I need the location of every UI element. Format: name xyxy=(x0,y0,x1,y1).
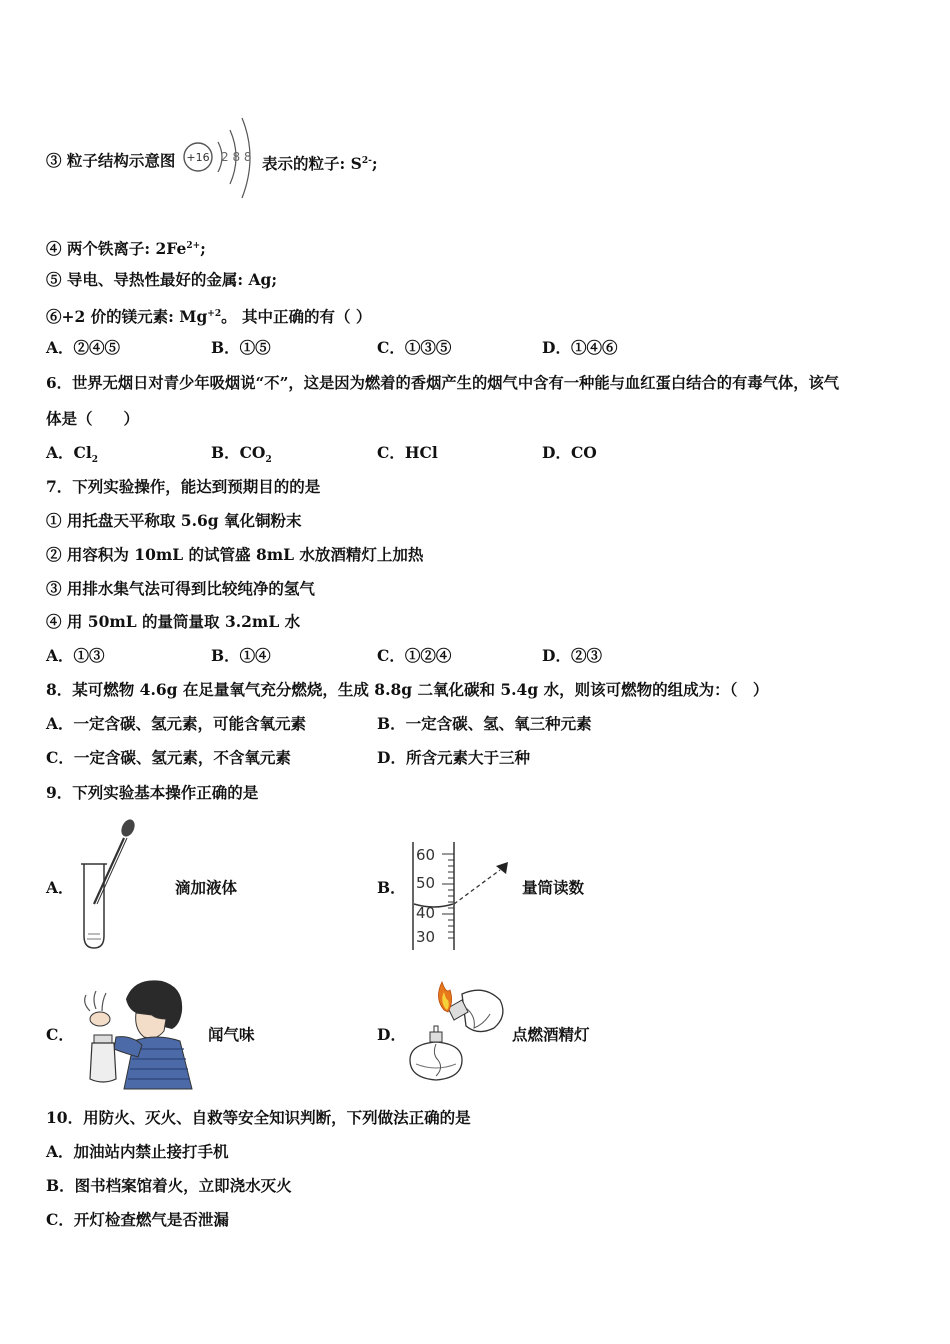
q9-stem: 9．下列实验基本操作正确的是 xyxy=(46,783,259,802)
q5-item-6: ⑥+2 价的镁元素: $Mg^{+2}$。 其中正确的有（ ） xyxy=(46,307,372,327)
q5-option-c[interactable]: C．①③⑤ xyxy=(377,338,452,357)
q5-option-d[interactable]: D．①④⑥ xyxy=(542,338,618,357)
q7-item-1: ① 用托盘天平称取 5.6g 氧化铜粉末 xyxy=(46,511,302,530)
q10-stem: 10．用防火、灭火、自救等安全知识判断，下列做法正确的是 xyxy=(46,1108,471,1127)
q9-option-d[interactable]: D． xyxy=(377,1025,406,1044)
q10-option-b[interactable]: B．图书档案馆着火，立即浇水灭火 xyxy=(46,1176,292,1195)
q7-option-c[interactable]: C．①②④ xyxy=(377,646,452,665)
q5-option-b[interactable]: B．①⑤ xyxy=(211,338,271,357)
q8-option-a[interactable]: A．一定含碳、氢元素，可能含氧元素 xyxy=(46,714,307,733)
q9-a-caption: 滴加液体 xyxy=(175,878,238,897)
svg-text:+16: +16 xyxy=(186,151,210,164)
q6-stem-line2: 体是（ ） xyxy=(46,409,140,428)
q8-option-c[interactable]: C．一定含碳、氢元素，不含氧元素 xyxy=(46,748,291,767)
q7-option-d[interactable]: D．②③ xyxy=(542,646,602,665)
q7-option-b[interactable]: B．①④ xyxy=(211,646,271,665)
q10-option-a[interactable]: A．加油站内禁止接打手机 xyxy=(46,1142,229,1161)
q7-item-2: ② 用容积为 10mL 的试管盛 8mL 水放酒精灯上加热 xyxy=(46,545,424,564)
q5-item-3-suffix: 表示的粒子: $S^{2-}$; xyxy=(262,154,378,174)
svg-text:30: 30 xyxy=(416,928,436,946)
q5-item-4: ④ 两个铁离子: $2Fe^{2+}$; xyxy=(46,239,206,259)
q8-option-b[interactable]: B．一定含碳、氢、氧三种元素 xyxy=(377,714,592,733)
q6-option-d[interactable]: D．CO xyxy=(542,443,597,462)
q9-c-caption: 闻气味 xyxy=(208,1025,255,1044)
q9-d-caption: 点燃酒精灯 xyxy=(512,1025,590,1044)
q6-option-c[interactable]: C．HCl xyxy=(377,443,438,462)
q6-stem-line1: 6．世界无烟日对青少年吸烟说“不”，这是因为燃着的香烟产生的烟气中含有一种能与血红蛋白结合的有毒气体，该气 xyxy=(46,374,840,392)
q5-item-5: ⑤ 导电、导热性最好的金属: Ag; xyxy=(46,270,278,289)
q7-item-3: ③ 用排水集气法可得到比较纯净的氢气 xyxy=(46,579,315,598)
q5-item-3: ③ 粒子结构示意图 xyxy=(46,151,176,170)
svg-text:2 8 8: 2 8 8 xyxy=(221,150,252,164)
smelling-gas-figure xyxy=(76,975,198,1091)
alcohol-lamp-figure xyxy=(404,972,508,1088)
q9-option-b[interactable]: B． xyxy=(377,878,406,897)
q9-option-a[interactable]: A． xyxy=(46,878,74,897)
dropper-test-tube-figure xyxy=(78,818,140,952)
graduated-cylinder-figure xyxy=(408,840,518,952)
q9-option-c[interactable]: C． xyxy=(46,1025,74,1044)
q7-stem: 7．下列实验操作，能达到预期目的的是 xyxy=(46,477,321,496)
q5-option-a[interactable]: A．②④⑤ xyxy=(46,338,121,357)
q8-stem: 8．某可燃物 4.6g 在足量氧气充分燃烧，生成 8.8g 二氧化碳和 5.4g 水，则该可燃物的组成为：（ ） xyxy=(46,680,769,699)
svg-text:60: 60 xyxy=(416,846,436,864)
atom-structure-diagram xyxy=(180,106,260,204)
svg-text:50: 50 xyxy=(416,874,436,892)
q10-option-c[interactable]: C．开灯检查燃气是否泄漏 xyxy=(46,1210,229,1229)
q9-b-caption: 量筒读数 xyxy=(522,878,585,897)
q7-item-4: ④ 用 50mL 的量筒量取 3.2mL 水 xyxy=(46,612,301,631)
q7-option-a[interactable]: A．①③ xyxy=(46,646,105,665)
q6-option-a[interactable]: A．$Cl_2$ xyxy=(46,443,99,466)
q6-option-b[interactable]: B．$CO_2$ xyxy=(211,443,272,466)
svg-text:40: 40 xyxy=(416,904,436,922)
q8-option-d[interactable]: D．所含元素大于三种 xyxy=(377,748,530,767)
